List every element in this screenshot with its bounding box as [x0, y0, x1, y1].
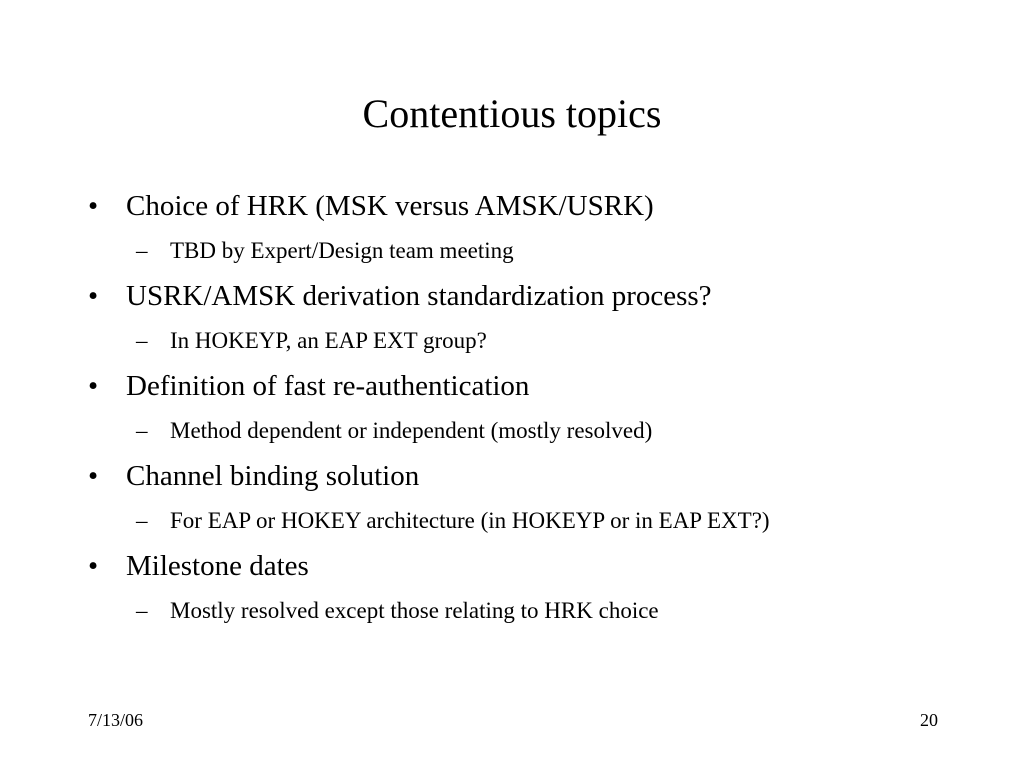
bullet-marker: •: [88, 280, 99, 312]
sub-marker: –: [136, 508, 148, 533]
bullet-text: USRK/AMSK derivation standardization process?: [126, 280, 712, 312]
sub-text: Method dependent or independent (mostly resolved): [170, 418, 653, 443]
bullet-text: Milestone dates: [126, 550, 309, 582]
bullet-text: Choice of HRK (MSK versus AMSK/USRK): [126, 190, 654, 222]
bullet-marker: •: [88, 460, 99, 492]
sub-marker: –: [136, 418, 148, 443]
slide-title: Contentious topics: [362, 91, 662, 136]
sub-marker: –: [136, 238, 148, 263]
sub-text: Mostly resolved except those relating to HRK choice: [170, 598, 659, 623]
page-number: 20: [920, 710, 938, 730]
sub-text: For EAP or HOKEY architecture (in HOKEYP or in EAP EXT?): [170, 508, 770, 533]
sub-text: In HOKEYP, an EAP EXT group?: [170, 328, 487, 353]
bullet-marker: •: [88, 550, 99, 582]
bullet-text: Definition of fast re-authentication: [126, 370, 530, 402]
sub-marker: –: [136, 598, 148, 623]
bullet-marker: •: [88, 190, 99, 222]
bullet-marker: •: [88, 370, 99, 402]
sub-marker: –: [136, 328, 148, 353]
footer-date: 7/13/06: [88, 710, 144, 730]
bullet-text: Channel binding solution: [126, 460, 420, 492]
sub-text: TBD by Expert/Design team meeting: [170, 238, 514, 263]
